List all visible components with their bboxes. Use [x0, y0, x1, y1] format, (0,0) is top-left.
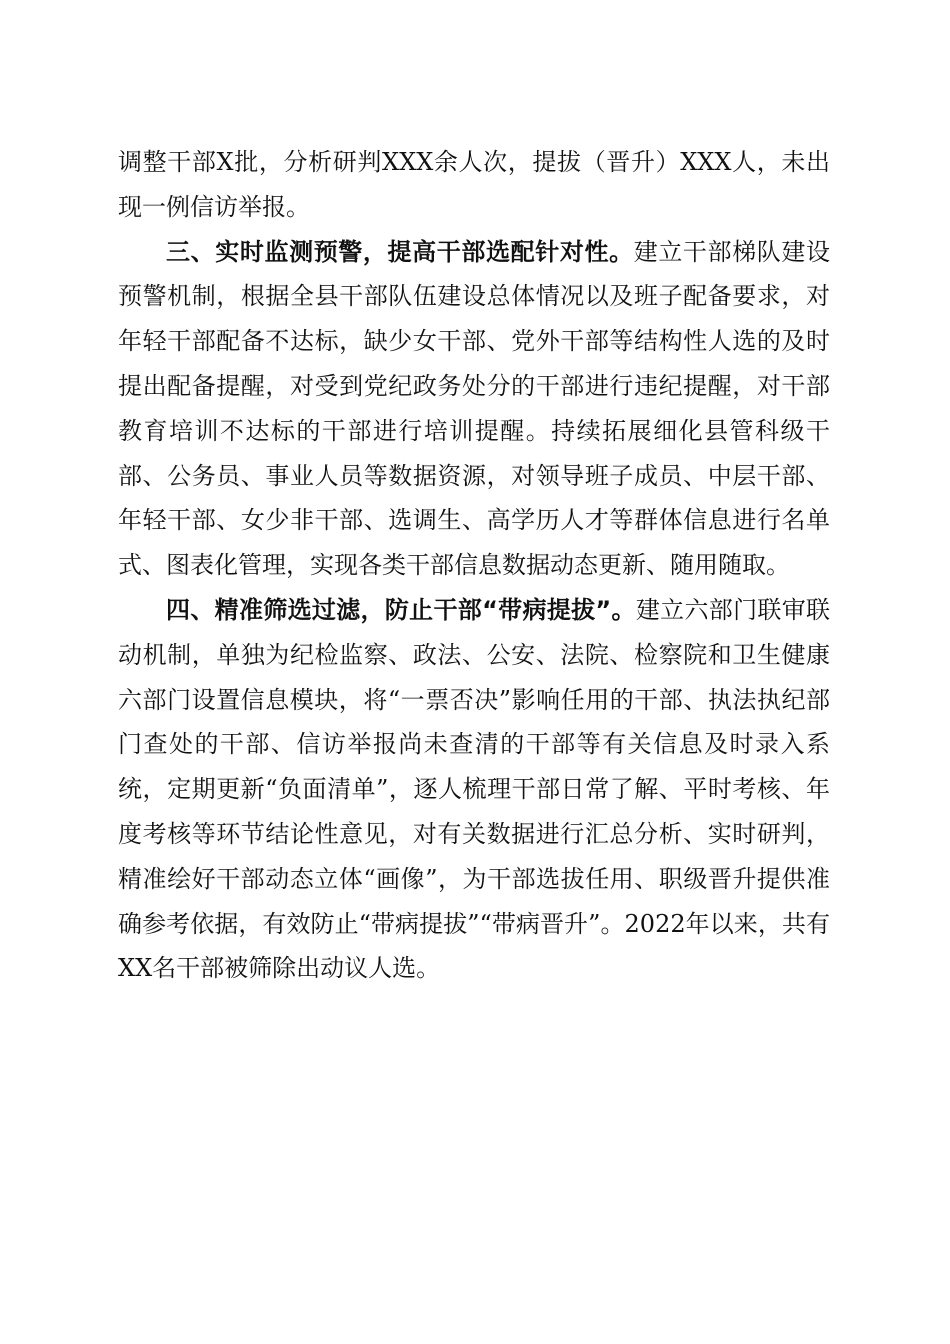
document-body	[118, 140, 830, 991]
paragraph-text: 调整干部X批，分析研判XXX余人次，提拔（晋升）XXX人，未出现一例信访举报。	[118, 148, 830, 221]
paragraph-text: 建立干部梯队建设预警机制，根据全县干部队伍建设总体情况以及班子配备要求，对年轻干部配备不达标，缺少女干部、党外干部等结构性人选的及时提出配备提醒，对受到党纪政务处分的干部进行违纪提醒，对干部教育培训不达标的干部进行培训提醒。持续拓展细化县管科级干部、公务员、事业人员等数据资源，对领导班子成员、中层干部、年轻干部、女少非干部、选调生、高学历人才等群体信息进行名单式、图表化管理，实现各类干部信息数据动态更新、随用随取。	[118, 237, 831, 580]
section-heading: 四、精准筛选过滤，防止干部“带病提拔”。	[166, 595, 636, 624]
section-heading: 三、实时监测预警，提高干部选配针对性。	[166, 237, 634, 266]
paragraph-continuation	[118, 140, 830, 230]
paragraph-section-four	[118, 588, 830, 991]
paragraph-section-three	[118, 230, 830, 588]
paragraph-text: 建立六部门联审联动机制，单独为纪检监察、政法、公安、法院、检察院和卫生健康六部门设置信息模块，将“一票否决”影响任用的干部、执法执纪部门查处的干部、信访举报尚未查清的干部等有关信息及时录入系统，定期更新“负面清单”，逐人梳理干部日常了解、平时考核、年度考核等环节结论性意见，对有关数据进行汇总分析、实时研判，精准绘好干部动态立体“画像”，为干部选拔任用、职级晋升提供准确参考依据，有效防止“带病提拔”“带病晋升”。2022年以来，共有XX名干部被筛除出动议人选。	[118, 595, 831, 983]
